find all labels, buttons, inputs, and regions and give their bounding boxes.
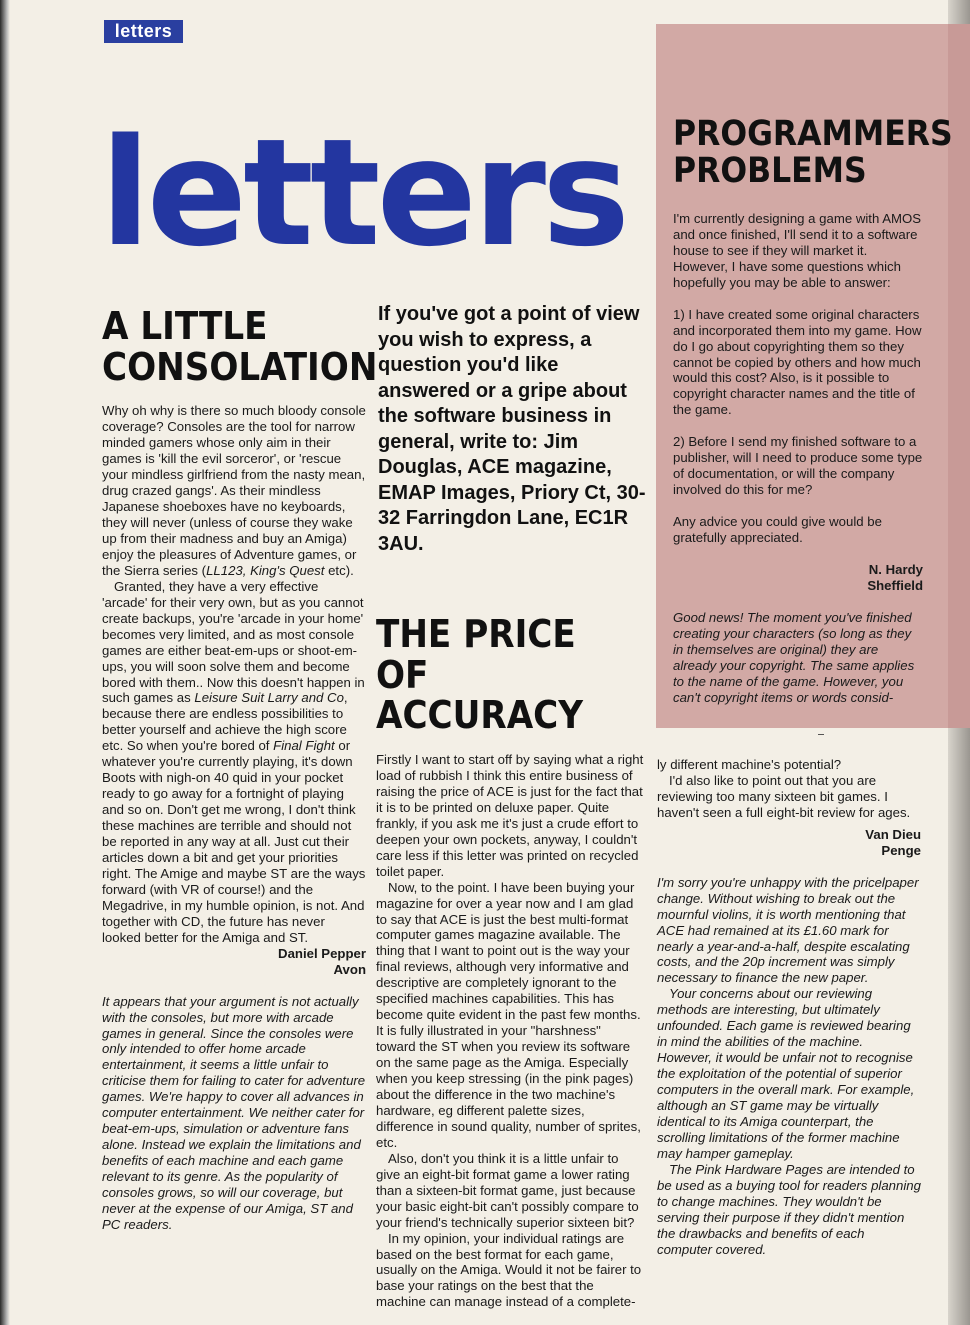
game-title: LL123, King's Quest (206, 562, 325, 578)
text-run: etc). (324, 562, 354, 578)
heading-line: PROGRAMMERS (673, 114, 953, 154)
text-run: , because there are endless possibilities to better yourself and achieve the high score etc. So when you're bored of (102, 690, 348, 754)
heading-line: A LITTLE (102, 304, 268, 348)
reply-paragraph: I'm sorry you're unhappy with the pricelpaper change. Without wishing to break out the mournful violins, it is worth mentioning that ACE had remained at its £1.60 mark for nearly a year-and-a-half, despite escalating costs, and the 20p increment was simply necessary to finance the new paper. (657, 874, 919, 986)
editor-reply (673, 610, 923, 706)
letter-paragraph: Any advice you could give would be gratefully appreciated. (673, 514, 882, 546)
letter-paragraph: I'd also like to point out that you are reviewing too many sixteen bit games. I haven't seen a full eight-bit review for ages. (657, 772, 911, 820)
reply-paragraph: Good news! The moment you've finished creating your characters (so long as they in themselves are original) they are already your copyright. The same applies to the name of the game. However, you can't copyright items or words consid- (673, 609, 915, 705)
heading-line: PROBLEMS (673, 151, 867, 192)
letter-paragraph: Firstly I want to start off by saying what a right load of rubbish I think this entire business of raising the price of ACE is just for the fact that it is to be printed on deluxe paper. Quite frankly, if you ask me it's just a crude effort to deepen your own pockets, anyway, I couldn't care less if this letter was printed on recycled toilet paper. (376, 751, 644, 879)
letter-price-of-accuracy (376, 614, 644, 1310)
text-run: Why oh why is there so much bloody console coverage? Consoles are the tool for narrow minded gamers whose only aim in their games is 'kill the evil sorceror', or 'rescue your mindless girlfriend from the nasty mean, drug crazed gangs'. As their mindless Japanese shoeboxes have no keyboards, they will never (unless of course they wake up from their madness and buy an Amiga) enjoy the pleasures of Adventure games, or the Sierra series ( (102, 403, 366, 578)
write-to-callout: If you've got a point of view you wish to express, a question you'd like answered or a gripe about the software business in general, write to: Jim Douglas, ACE magazine, EMAP Images, Priory Ct, 30-32 Farringdon Lane, EC1R 3AU. (378, 303, 646, 555)
letter-heading (376, 614, 644, 736)
letter-signature-name: N. Hardy (868, 562, 923, 578)
reply-paragraph: Your concerns about our reviewing methods are interesting, but ultimately unfounded. Each game is reviewed bearing in mind the abilities of the machine. However, it would be unfair not to recognise the exploitation of the potential of superior computers in the overall mark. For example, although an ST game may be virtually identical to its Amiga counterpart, the scrolling limitations of the former machine may hamper gameplay. (657, 986, 915, 1161)
letter-paragraph: 1) I have created some original characters and incorporated them into my game. How do I go about copyrighting them so they cannot be copied by others and how much would this cost? Also, is it possible to copyright character names and the title of the game. (673, 306, 922, 418)
paragraph-gap (673, 291, 923, 307)
paragraph-gap (673, 418, 923, 434)
letter-heading (102, 304, 378, 389)
page-title: letters (100, 107, 627, 279)
heading-line: THE PRICE (376, 612, 576, 656)
letter-signature-place: Sheffield (867, 577, 923, 593)
paragraph-gap (673, 546, 923, 562)
game-title: Leisure Suit Larry and Co (194, 690, 344, 706)
letter-paragraph: I'm currently designing a game with AMOS and once finished, I'll send it to a software house to see if they will market it. However, I have some questions which hopefully you may be able to answer: (673, 210, 922, 290)
letter-signature-name: Van Dieu (865, 826, 921, 842)
letter-signature-place: Avon (333, 961, 366, 977)
editor-reply (102, 994, 366, 1233)
section-tag: letters (104, 20, 183, 43)
editor-reply (657, 875, 921, 1258)
page-binding-shadow (0, 0, 10, 1325)
heading-line: OF ACCURACY (376, 652, 584, 738)
game-title: Final Fight (273, 738, 335, 754)
reply-paragraph: The Pink Hardware Pages are intended to be used as a buying tool for readers planning to change machines. They wouldn't be serving their purpose if they didn't mention the drawbacks and benefits of each computer covered. (657, 1161, 921, 1257)
letter-paragraph (102, 579, 366, 946)
print-mark (818, 734, 824, 735)
letter-heading (673, 114, 953, 192)
letter-paragraph: 2) Before I send my finished software to a publisher, will I need to produce some type of documentation, or will the company involved do this for me? (673, 434, 923, 498)
letter-signature-place: Penge (881, 842, 921, 858)
letter-paragraph: In my opinion, your individual ratings are based on the best format for each game, usually on the Amiga. Would it not be fairer to base your ratings on the best that the machine can manage instead of a complete- (376, 1230, 642, 1310)
paragraph-gap (673, 498, 923, 514)
letter-signature-name: Daniel Pepper (278, 945, 366, 961)
letter-paragraph: ly different machine's potential? (657, 757, 842, 772)
letter-consolation (102, 304, 378, 1233)
text-run: Granted, they have a very effective 'arcade' for their very own, but as you cannot create backups, you're 'arcade in your home' becomes very limited, and as most console games are either beat-em-ups or shoot-em-ups, you will soon solve them and become bored with them.. Now this doesn't happen in such games as (102, 578, 365, 706)
text-run: or whatever you're currently playing, it's down Boots with nigh-on 40 quid in your pocket ready to go away for a fortnight of playing and so on. Don't get me wrong, I don't think these machines are terrible and should not be reported in any way at all. Just cut their articles down a bit and get your priorities right. The Amige and maybe ST are the ways forward (with VR of course!) and the Megadrive, in my humble opinion, is not. And together with CD, the future has never looked better for the Amiga and ST. (102, 738, 366, 945)
letter-paragraph: Now, to the point. I have been buying your magazine for over a year now and I am glad to say that ACE is just the best multi-format computer games magazine available. The thing that I want to point out is the way your final reviews, although very informative and descriptive are completely ignorant to the specified machines capabilities. This has become quite evident in the past few months. It is fully illustrated in your "harshness" toward the ST when you review its software on the same page as the Amiga. Especially when you keep stressing (in the pink pages) about the difference in the two machine's hardware, eg different palette sizes, difference in sound quality, number of sprites, etc. (376, 879, 641, 1150)
letter-price-continued (657, 757, 921, 1258)
reply-paragraph: It appears that your argument is not actually with the consoles, but more with arcade games in general. Since the consoles were only intended to offer home arcade entertainment, it seems a little unfair to criticise them for failing to cater for adventure games. We're happy to cover all advances in computer entertainment. We neither cater for beat-em-ups, simulation or adventure fans alone. Instead we explain the limitations and benefits of each machine and each game relevant to its genre. As the popularity of consoles grows, so will our coverage, but never at the expense of our Amiga, ST and PC readers. (102, 993, 366, 1232)
letter-paragraph: Also, don't you think it is a little unfair to give an eight-bit format game a lower rating than a sixteen-bit format game, just because your basic eight-bit can't possibly compare to your friend's technically superior sixteen bit? (376, 1150, 639, 1230)
letter-programmers-problems (673, 114, 953, 706)
letter-paragraph (102, 403, 366, 578)
heading-line: CONSOLATION (102, 344, 378, 389)
